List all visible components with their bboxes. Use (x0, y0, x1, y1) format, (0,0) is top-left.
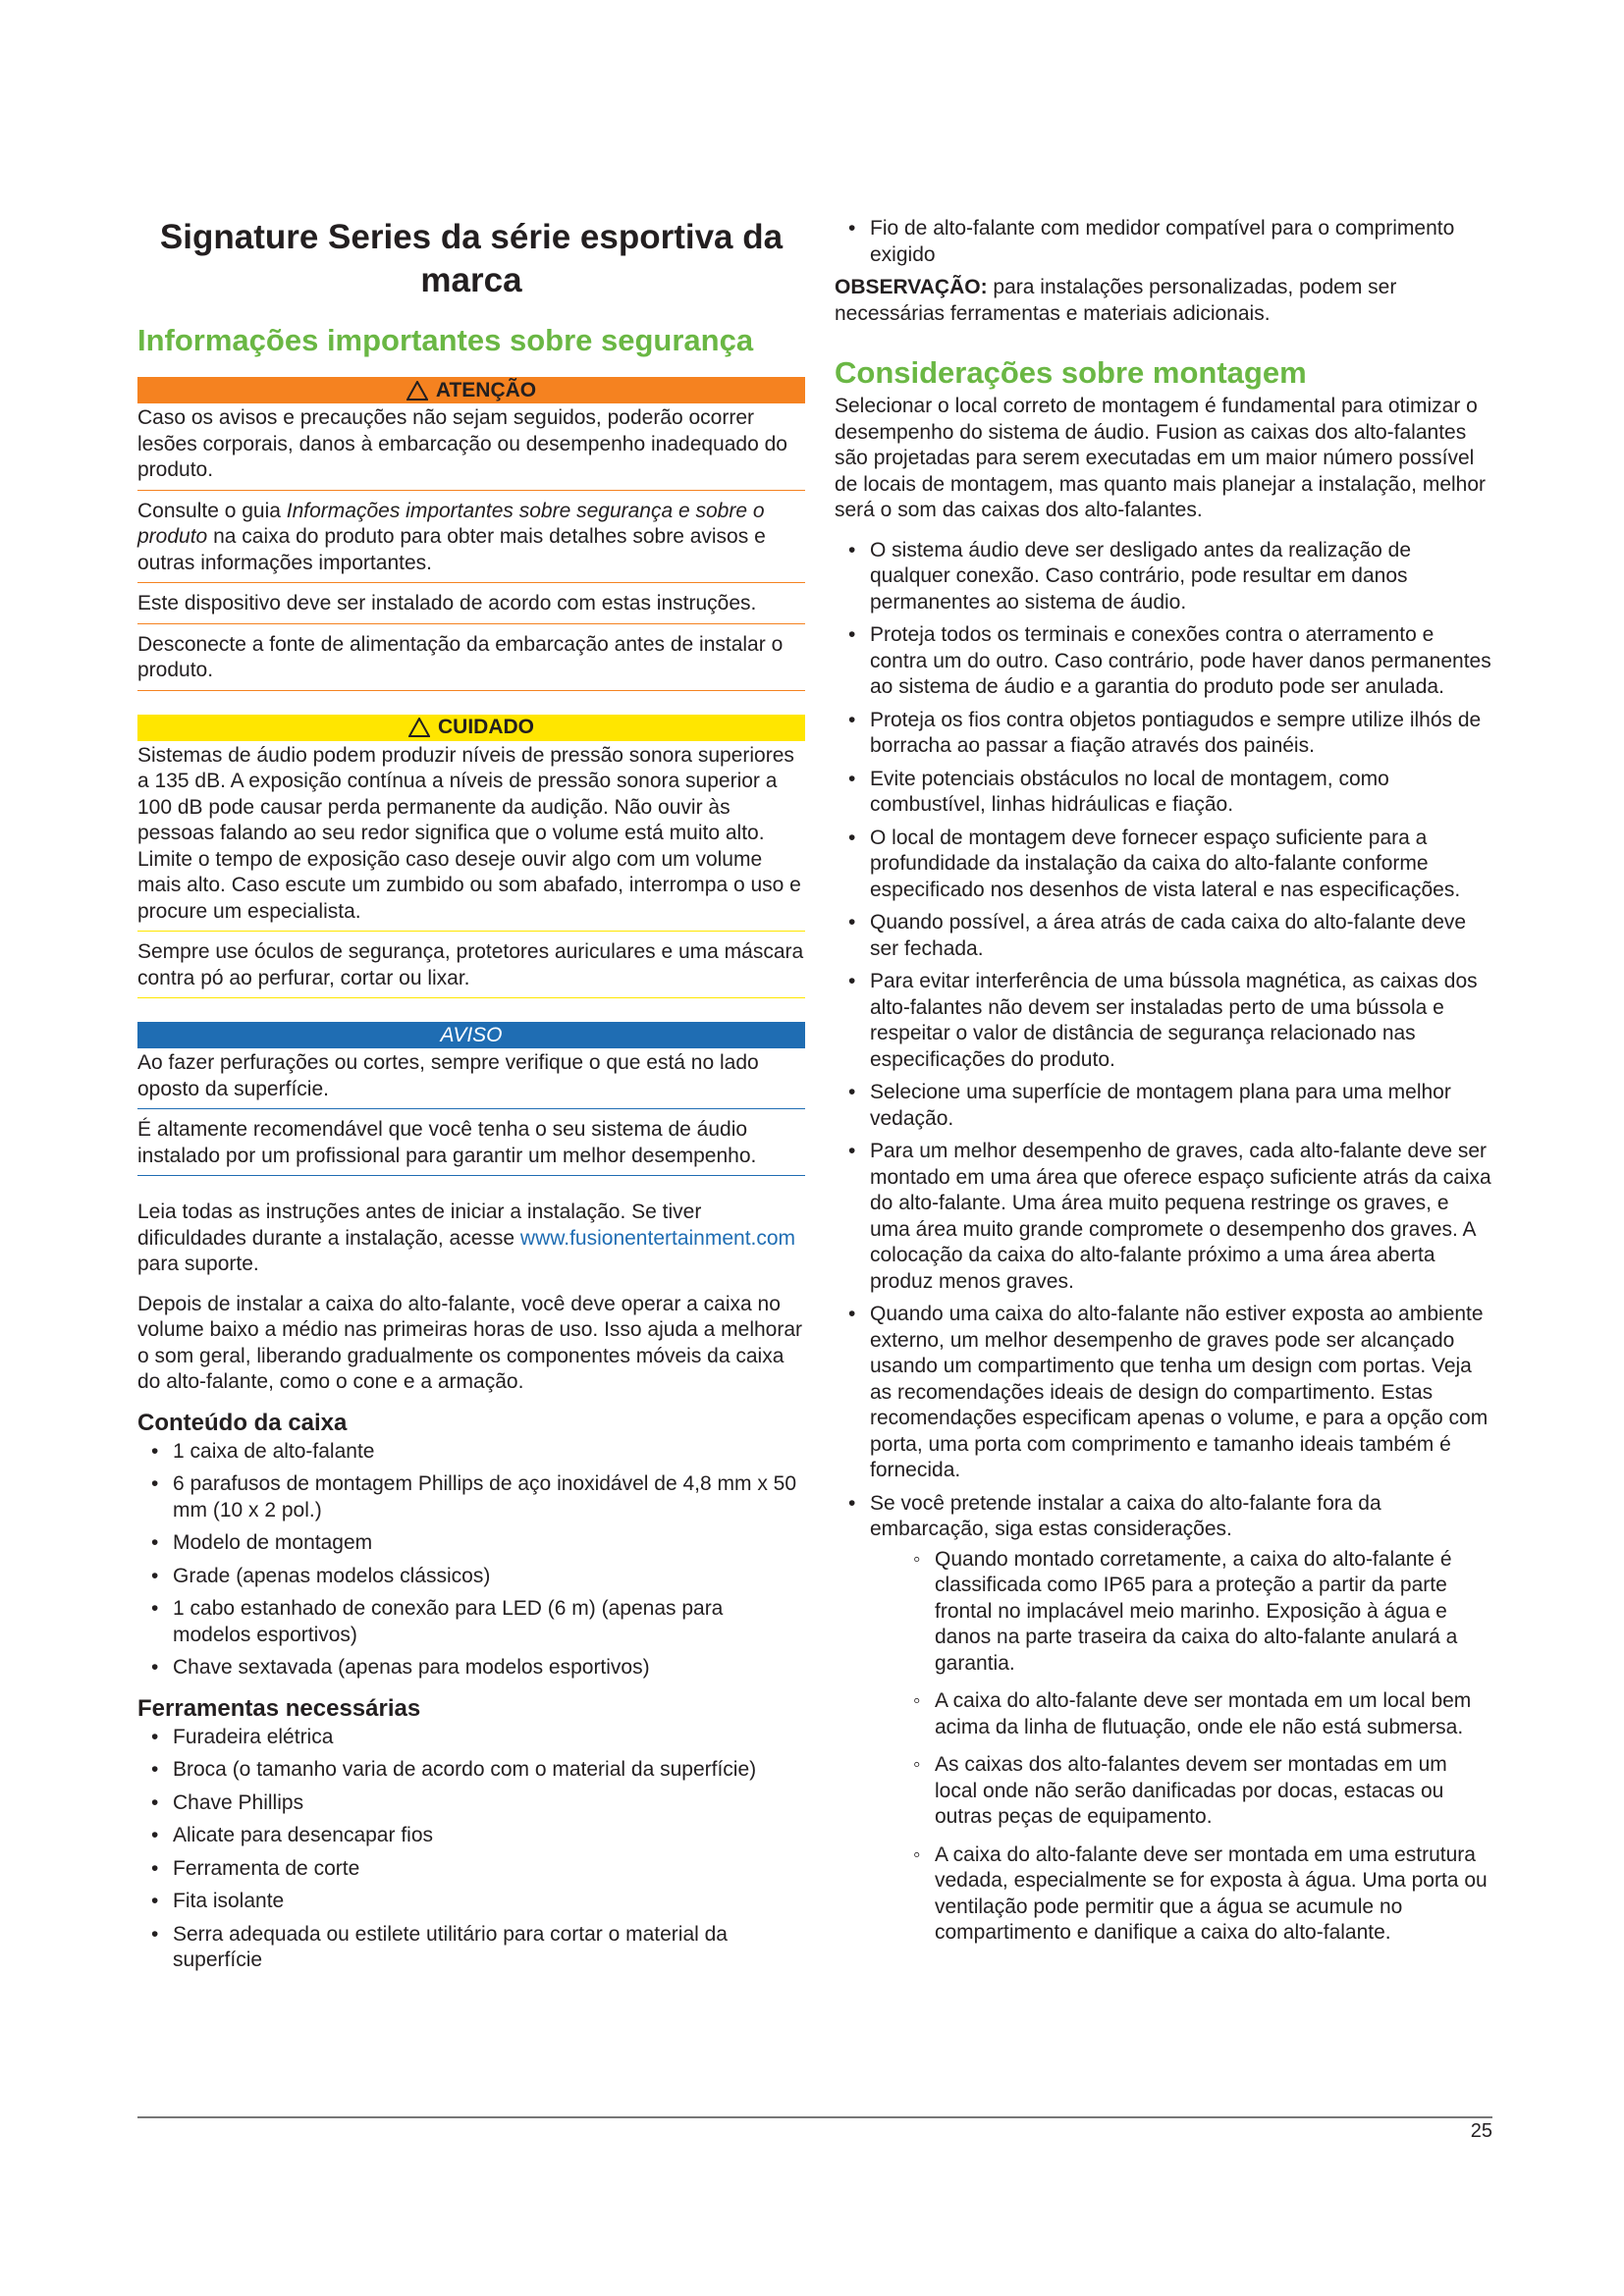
list-item: • O local de montagem deve fornecer espaço suficiente para a profundidade da instalação da caixa do alto-falante conforme especificado nos desenhos de vista lateral e nas especificações. (848, 826, 1461, 901)
caution-label: CUIDADO (438, 716, 534, 738)
tools-list-continued (835, 216, 1492, 268)
list-item: • 1 cabo estanhado de conexão para LED (6 m) (apenas para modelos esportivos) (151, 1597, 724, 1646)
sub-list-item: ◦ A caixa do alto-falante deve ser montada em um local bem acima da linha de flutuação, onde ele não está submersa. (913, 1689, 1472, 1738)
caution-para-2: Sempre use óculos de segurança, protetores auriculares e uma máscara contra pó ao perfurar, cortar ou lixar. (137, 937, 805, 998)
warning-block (137, 377, 805, 691)
list-item: • Modelo de montagem (151, 1531, 373, 1554)
list-item: • Proteja todos os terminais e conexões contra o aterramento e contra um do outro. Caso contrário, pode haver danos permanentes ao sistema de áudio e a garantia do produto pode ser anulada. (848, 623, 1491, 698)
mounting-heading: Considerações sobre montagem (835, 355, 1307, 390)
list-item: • Broca (o tamanho varia de acordo com o material da superfície) (151, 1758, 757, 1781)
list-item: • Para evitar interferência de uma bússola magnética, as caixas dos alto-falantes não devem ser instaladas perto de uma bússola e respeitar o valor de distância de segurança relacionado nas especificações do produto. (848, 970, 1478, 1071)
mounting-list (835, 538, 1492, 1947)
sub-list-item: ◦ A caixa do alto-falante deve ser montada em uma estrutura vedada, especialmente se for exposta à água. Uma porta ou ventilação pode permitir que a água se acumule no compartimento e danifique a caixa do alto-falante. (913, 1842, 1488, 1944)
safety-heading: Informações importantes sobre segurança (137, 323, 754, 357)
tools-list (137, 1725, 805, 1974)
notice-label: AVISO (440, 1023, 503, 1046)
notice-para-2: É altamente recomendável que você tenha o seu sistema de áudio instalado por um profissional para garantir um melhor desempenho. (137, 1115, 805, 1176)
list-item: • Quando uma caixa do alto-falante não estiver exposta ao ambiente externo, um melhor desempenho de graves pode ser alcançado usando um compartimento que tenha um design com portas. Veja as recomendações ideais de design do compartimento. Estas recomendações especificam apenas o volume, e para a opção com porta, uma porta com comprimento e tamanho ideais também é fornecida. (848, 1303, 1489, 1481)
list-item: • Selecione uma superfície de montagem plana para uma melhor vedação. (848, 1081, 1451, 1130)
list-item: • O sistema áudio deve ser desligado antes da realização de qualquer conexão. Caso contrário, pode resultar em danos permanentes ao sistema de áudio. (848, 538, 1412, 614)
outdoor-sublist (899, 1547, 1492, 1947)
tools-note: OBSERVAÇÃO: para instalações personalizadas, podem ser necessárias ferramentas e materiais adicionais. (835, 276, 1397, 325)
notice-block (137, 1022, 805, 1176)
warning-para-guide: Consulte o guia Informações importantes sobre segurança e sobre o produto na caixa do produto para obter mais detalhes sobre avisos e outras informações importantes. (137, 497, 805, 584)
list-item: • Se você pretende instalar a caixa do alto-falante fora da embarcação, siga estas considerações. ◦ Quando montado corretamente, a caixa do alto-falante é classificada como IP65 para a proteção a partir da parte frontal no implacável meio marinho. Exposição à água e danos na parte traseira da caixa do alto-falante anulará a garantia. ◦ A caixa do alto-falante deve ser montada em um local bem acima da linha de flutuação, onde ele não está submersa. ◦ As caixas dos alto-falantes devem ser montadas em um local onde não serão danificadas por docas, estacas ou outras peças de equipamento. ◦ A caixa do alto-falante deve ser montada em uma estrutura vedada, especialmente se for exposta à água. Uma porta ou ventilação pode permitir que a água se acumule no compartimento e danifique a caixa do alto-falante. (835, 1491, 1492, 1947)
intro-break-in-para: Depois de instalar a caixa do alto-falante, você deve operar a caixa no volume baixo a médio nas primeiras horas de uso. Isso ajuda a melhorar o som geral, liberando gradualmente os componentes móveis da caixa do alto-falante, como o cone e a armação. (137, 1292, 803, 1393)
list-item: • Fio de alto-falante com medidor compatível para o comprimento exigido (848, 217, 1455, 266)
box-contents-heading: Conteúdo da caixa (137, 1409, 348, 1436)
warning-triangle-icon (406, 381, 428, 400)
list-item: • 1 caixa de alto-falante (151, 1439, 375, 1463)
page-number: 25 (1470, 2120, 1492, 2142)
footer-rule (137, 2116, 1492, 2118)
caution-block (137, 715, 805, 999)
document-title: Signature Series da série esportiva da marca (159, 218, 784, 299)
list-item: • Furadeira elétrica (151, 1725, 334, 1748)
warning-para-1: Caso os avisos e precauções não sejam seguidos, poderão ocorrer lesões corporais, danos à embarcação ou desempenho inadequado do produto. (137, 403, 805, 491)
warning-label: ATENÇÃO (435, 378, 537, 401)
warning-para-3: Desconecte a fonte de alimentação da embarcação antes de instalar o produto. (137, 630, 805, 691)
warning-bar (137, 377, 805, 403)
list-item: • 6 parafusos de montagem Phillips de aço inoxidável de 4,8 mm x 50 mm (10 x 2 pol.) (151, 1472, 797, 1522)
right-column (835, 216, 1492, 1958)
list-item: • Ferramenta de corte (151, 1856, 360, 1880)
list-item: • Proteja os fios contra objetos pontiagudos e sempre utilize ilhós de borracha ao passar a fiação através dos painéis. (848, 708, 1482, 757)
mounting-intro: Selecionar o local correto de montagem é fundamental para otimizar o desempenho do sistema de áudio. Fusion as caixas dos alto-falantes são projetadas para serem executadas em um maior número possível de locais de montagem, mas quanto mais planejar a instalação, melhor será o som das caixas dos alto-falantes. (835, 395, 1487, 521)
warning-para-2: Este dispositivo deve ser instalado de acordo com estas instruções. (137, 589, 805, 624)
left-column (137, 216, 805, 1981)
list-item: • Fita isolante (151, 1890, 285, 1912)
list-item: • Para um melhor desempenho de graves, cada alto-falante deve ser montado em uma área que oferece espaço suficiente atrás da caixa do alto-falante. Uma área muito pequena restringe os graves, e uma área muito grande compromete o desempenho dos graves. A colocação da caixa do alto-falante próximo a uma área aberta produz menos graves. (848, 1140, 1491, 1293)
tools-heading: Ferramentas necessárias (137, 1694, 421, 1722)
notice-para-1: Ao fazer perfurações ou cortes, sempre verifique o que está no lado oposto da superfície. (137, 1048, 805, 1109)
caution-para-1: Sistemas de áudio podem produzir níveis de pressão sonora superiores a 135 dB. A exposição contínua a níveis de pressão sonora superior a 100 dB pode causar perda permanente da audição. Não ouvir às pessoas falando ao seu redor significa que o volume está muito alto. Limite o tempo de exposição caso deseje ouvir algo com um volume mais alto. Caso escute um zumbido ou som abafado, interrompa o uso e procure um especialista. (137, 741, 805, 933)
list-item: • Chave Phillips (151, 1790, 304, 1814)
sub-list-item: ◦ As caixas dos alto-falantes devem ser montadas em um local onde não serão danificadas por docas, estacas ou outras peças de equipamento. (913, 1753, 1447, 1828)
list-item: • Evite potenciais obstáculos no local de montagem, como combustível, linhas hidráulicas e fiação. (848, 767, 1389, 816)
list-item: • Quando possível, a área atrás de cada caixa do alto-falante deve ser fechada. (848, 911, 1467, 960)
list-item: • Serra adequada ou estilete utilitário para cortar o material da superfície (151, 1922, 728, 1971)
list-item: • Chave sextavada (apenas para modelos esportivos) (151, 1656, 650, 1679)
sub-list-item: ◦ Quando montado corretamente, a caixa do alto-falante é classificada como IP65 para a proteção a partir da parte frontal no implacável meio marinho. Exposição à água e danos na parte traseira da caixa do alto-falante anulará a garantia. (913, 1547, 1458, 1675)
caution-bar (137, 715, 805, 741)
caution-triangle-icon (408, 718, 430, 737)
list-item: • Grade (apenas modelos clássicos) (151, 1564, 491, 1587)
box-contents-list (137, 1439, 805, 1682)
intro-read-para: Leia todas as instruções antes de iniciar a instalação. Se tiver dificuldades durante a instalação, acesse www.fusionentertainment.com para suporte. (137, 1201, 796, 1275)
notice-bar (137, 1022, 805, 1048)
support-link[interactable]: www.fusionentertainment.com (519, 1226, 796, 1250)
list-item: • Alicate para desencapar fios (151, 1824, 433, 1846)
